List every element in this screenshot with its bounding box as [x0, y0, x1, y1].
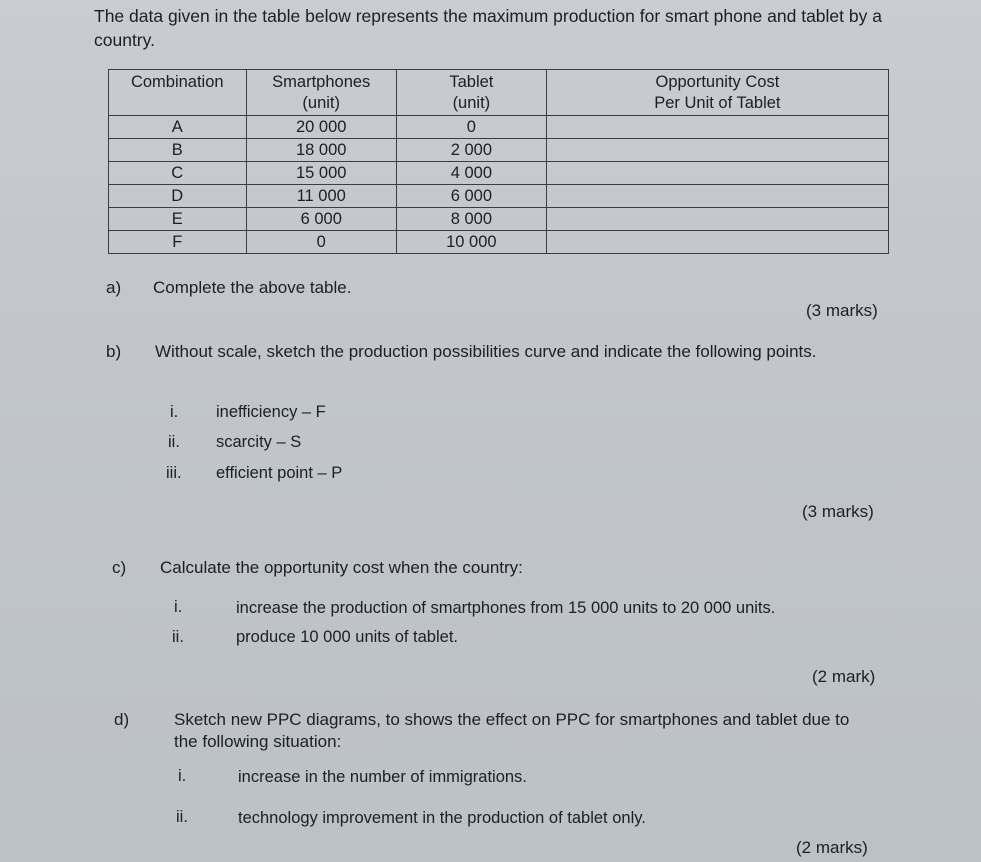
- question-b-item-1-num: i.: [170, 403, 179, 421]
- table-row: [109, 139, 889, 162]
- cell-opportunity-cost: [546, 185, 888, 208]
- header-line: Combination: [130, 73, 224, 91]
- cell-tablet: 2 000: [396, 139, 546, 162]
- header-line: Tablet: [449, 73, 494, 91]
- question-b-label: b): [106, 342, 122, 361]
- cell-combination: B: [109, 139, 247, 162]
- cell-tablet: 6 000: [396, 185, 546, 208]
- question-a-label: a): [106, 278, 122, 297]
- question-b-item-3-num: iii.: [166, 464, 182, 482]
- cell-smartphones: 15 000: [246, 162, 396, 185]
- cell-tablet: 10 000: [396, 231, 546, 254]
- question-d-marks: (2 marks): [796, 838, 868, 857]
- cell-opportunity-cost: [546, 208, 888, 231]
- production-table: [108, 69, 889, 254]
- cell-opportunity-cost: [546, 162, 888, 185]
- cell-smartphones: 6 000: [246, 208, 396, 231]
- table-header-row: [109, 70, 889, 116]
- question-b-item-1-text: inefficiency – F: [216, 403, 326, 421]
- header-line: (unit): [302, 94, 341, 112]
- table-row: [109, 231, 889, 254]
- header-line: Per Unit of Tablet: [654, 94, 781, 112]
- cell-combination: D: [109, 185, 247, 208]
- question-b-marks: (3 marks): [802, 502, 874, 521]
- question-b-item-2-num: ii.: [168, 433, 180, 451]
- table-row: [109, 116, 889, 139]
- table-row: [109, 208, 889, 231]
- question-c-label: c): [112, 558, 127, 577]
- question-d-text: Sketch new PPC diagrams, to shows the effect on PPC for smartphones and tablet due to the following situation:: [174, 710, 850, 751]
- cell-combination: A: [109, 116, 247, 139]
- cell-opportunity-cost: [546, 139, 888, 162]
- cell-opportunity-cost: [546, 116, 888, 139]
- question-d-label: d): [114, 710, 130, 729]
- question-c-marks: (2 mark): [812, 667, 876, 686]
- question-d-item-2-num: ii.: [176, 808, 188, 826]
- cell-smartphones: 18 000: [246, 139, 396, 162]
- header-tablet: [396, 70, 546, 116]
- header-smartphones: [246, 70, 396, 116]
- header-opportunity-cost: [546, 70, 888, 116]
- table-row: [109, 162, 889, 185]
- question-b-text: Without scale, sketch the production possibilities curve and indicate the following points.: [155, 342, 817, 361]
- intro-text: The data given in the table below represents the maximum production for smart phone and tablet by a country.: [94, 6, 882, 50]
- question-d-item-1-num: i.: [178, 767, 187, 785]
- question-b-item-3-text: efficient point – P: [216, 464, 343, 482]
- question-c-item-1-text: increase the production of smartphones from 15 000 units to 20 000 units.: [236, 599, 776, 617]
- cell-combination: E: [109, 208, 247, 231]
- question-c-text: Calculate the opportunity cost when the country:: [160, 558, 523, 577]
- cell-tablet: 8 000: [396, 208, 546, 231]
- question-a-text: Complete the above table.: [153, 278, 352, 297]
- cell-tablet: 4 000: [396, 162, 546, 185]
- cell-smartphones: 20 000: [246, 116, 396, 139]
- cell-smartphones: 11 000: [246, 185, 396, 208]
- header-line: (unit): [452, 94, 491, 112]
- question-c-item-1-num: i.: [174, 598, 183, 616]
- question-b-item-2-text: scarcity – S: [216, 433, 302, 451]
- cell-smartphones: 0: [246, 231, 396, 254]
- question-d-item-1-text: increase in the number of immigrations.: [238, 768, 527, 786]
- cell-tablet: 0: [396, 116, 546, 139]
- cell-opportunity-cost: [546, 231, 888, 254]
- header-line: Opportunity Cost: [655, 73, 780, 91]
- question-c-item-2-text: produce 10 000 units of tablet.: [236, 628, 458, 646]
- header-combination: [109, 70, 247, 116]
- question-c-item-2-num: ii.: [172, 628, 184, 646]
- question-d-item-2-text: technology improvement in the production of tablet only.: [238, 809, 646, 827]
- cell-combination: F: [109, 231, 247, 254]
- header-line: Smartphones: [272, 73, 371, 91]
- table-row: [109, 185, 889, 208]
- question-a-marks: (3 marks): [806, 301, 878, 320]
- cell-combination: C: [109, 162, 247, 185]
